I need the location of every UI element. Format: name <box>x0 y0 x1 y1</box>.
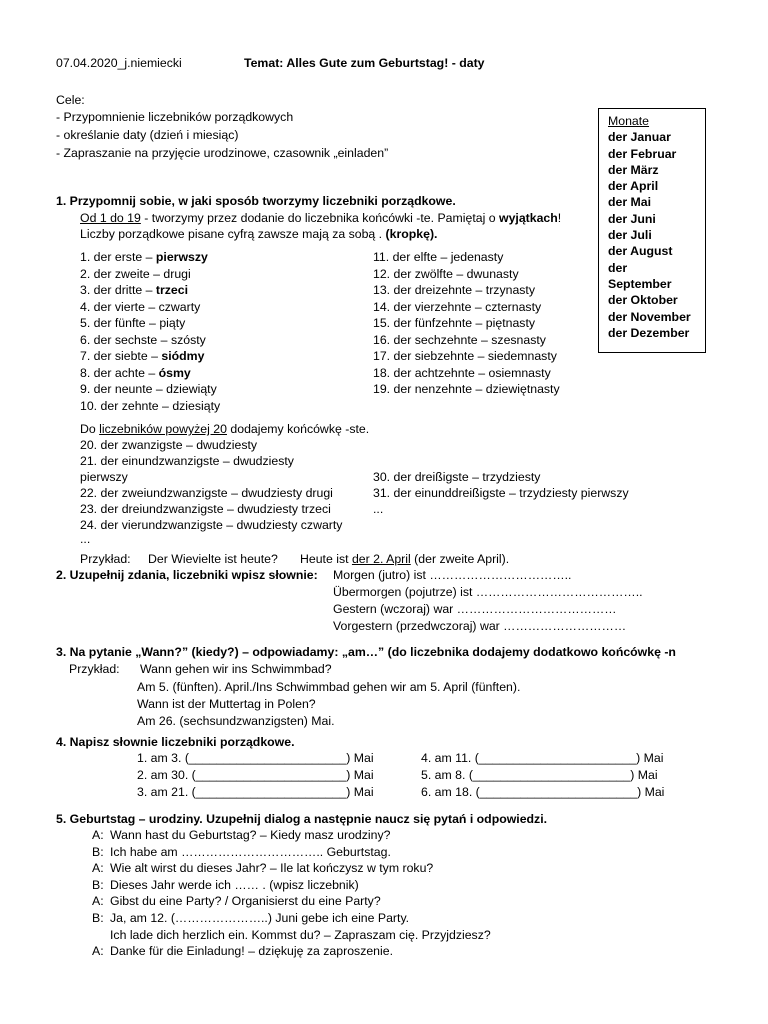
dash: – <box>145 316 160 330</box>
dialog-speaker: A: <box>92 861 104 876</box>
goals-title: Cele: <box>56 93 85 107</box>
ordinal-item <box>80 266 191 282</box>
ordinal-item: ... <box>80 532 91 546</box>
section5-title: 5. Geburtstag – urodziny. Uzupełnij dialog a następnie naucz się pytań i odpowiedzi. <box>56 812 548 826</box>
exercise-item: 5. am 8. (_______________________) Mai <box>421 768 658 782</box>
ordinal-german: 8. der achte <box>80 365 145 380</box>
dash: – <box>144 365 159 380</box>
dialog-speaker: B: <box>92 877 104 892</box>
ordinal-german: 7. der siebte <box>80 349 148 363</box>
fill-line: Übermorgen (pojutrze) ist ………………………………….. <box>333 585 643 599</box>
ordinal-item: 24. der vierundzwanzigste – dwudziesty czwarty <box>80 518 343 532</box>
ordinal-item <box>80 282 188 298</box>
ordinal-german: 4. der vierte <box>80 299 145 314</box>
month-item: der Januar <box>608 130 671 145</box>
ordinal-item: 22. der zweiundzwanzigste – dwudziesty drugi <box>80 486 333 500</box>
exercise-item: 1. am 3. (_______________________) Mai <box>137 751 374 765</box>
ordinal-item: 11. der elfte – jedenasty <box>373 250 504 264</box>
month-item: der Juli <box>608 228 652 243</box>
month-item: September <box>608 276 672 291</box>
ordinal-item <box>80 365 191 381</box>
month-item: der Oktober <box>608 293 678 308</box>
example-line: Wann ist der Muttertag in Polen? <box>137 697 316 711</box>
rule-text: - tworzymy przez dodanie do liczebnika końcówki -te. Pamiętaj o <box>140 211 499 225</box>
example-line: Wann gehen wir ins Schwimmbad? <box>140 662 332 676</box>
ordinal-item: 19. der nenzehnte – dziewiętnasty <box>373 382 560 396</box>
above20-underlined: liczebników powyżej 20 <box>99 422 227 436</box>
rule-range: Od 1 do 19 <box>80 211 141 225</box>
exercise-item: 6. am 18. (_______________________) Mai <box>421 785 665 799</box>
ordinal-item <box>80 299 200 315</box>
ordinal-german: 10. der zehnte <box>80 398 159 413</box>
example-answer-part: Heute ist <box>300 552 352 566</box>
section2-title: 2. Uzupełnij zdania, liczebniki wpisz słownie: <box>56 568 318 582</box>
dash: – <box>157 332 171 347</box>
dialog-line: Gibst du eine Party? / Organisierst du eine Party? <box>110 894 381 909</box>
ordinal-item <box>80 315 185 331</box>
ordinal-german: 2. der zweite <box>80 266 150 281</box>
month-item: der November <box>608 309 691 324</box>
section3-title <box>56 644 676 660</box>
dialog-line: Dieses Jahr werde ich …… . (wpisz liczebnik) <box>110 877 359 892</box>
month-item: der Mai <box>608 195 652 210</box>
ordinal-polish: pierwszy <box>155 250 208 264</box>
ordinal-item: 15. der fünfzehnte – piętnasty <box>373 316 536 330</box>
ordinal-item: 14. der vierzehnte – czternasty <box>373 299 542 314</box>
ordinal-polish: piąty <box>159 316 186 330</box>
dialog-line: Wie alt wirst du dieses Jahr? – Ile lat kończysz w tym roku? <box>110 861 434 876</box>
rule-bold: wyjątkach <box>499 211 558 225</box>
exercise-item: 4. am 11. (_______________________) Mai <box>421 751 664 765</box>
ordinal-item <box>80 381 217 397</box>
ordinal-polish: siódmy <box>161 349 205 363</box>
section1-rule2 <box>80 226 437 242</box>
section3-example-label: Przykład: <box>69 662 120 676</box>
goal-item: - Zapraszanie na przyjęcie urodzinowe, czasownik „einladen” <box>56 146 389 160</box>
months-title: Monate <box>608 114 650 128</box>
dialog-line: Ich habe am …………………………….. Geburtstag. <box>110 844 391 859</box>
example-answer-part: (der zweite April). <box>410 552 510 566</box>
ordinal-german: 3. der dritte <box>80 283 143 297</box>
ordinal-polish: dziewiąty <box>166 382 217 396</box>
example-answer <box>300 551 509 567</box>
goal-item: - określanie daty (dzień i miesiąc) <box>56 128 239 142</box>
month-item: der Februar <box>608 146 677 161</box>
dialog-speaker: B: <box>92 844 104 859</box>
month-item: der August <box>608 244 673 259</box>
ordinal-item <box>80 398 220 414</box>
dialog-speaker: A: <box>92 828 104 842</box>
ordinal-german: 9. der neunte <box>80 382 153 396</box>
ordinal-item: 23. der dreiundzwanzigste – dwudziesty trzeci <box>80 502 331 516</box>
dialog-speaker: A: <box>92 894 104 909</box>
ordinal-german: 6. der sechste <box>80 332 158 347</box>
dialog-speaker: A: <box>92 944 104 959</box>
ordinal-polish: czwarty <box>158 299 201 314</box>
dialog-line: Wann hast du Geburtstag? – Kiedy masz urodziny? <box>110 828 391 842</box>
dialog-speaker: B: <box>92 911 104 925</box>
month-item: der Dezember <box>608 325 690 340</box>
dash: – <box>142 250 156 264</box>
ordinal-german: 5. der fünfte <box>80 316 146 330</box>
above20-prefix: Do <box>80 422 100 436</box>
ordinal-item: 30. der dreißigste – trzydziesty <box>373 470 541 484</box>
month-item: der April <box>608 179 659 194</box>
section4-title: 4. Napisz słownie liczebniki porządkowe. <box>56 735 295 749</box>
ordinal-polish: drugi <box>163 266 191 281</box>
dash: – <box>147 349 162 363</box>
rule2-text: Liczby porządkowe pisane cyfrą zawsze mają za sobą . <box>80 227 386 241</box>
months-box <box>598 108 706 353</box>
example-answer-date: der 2. April <box>351 552 411 566</box>
exercise-item: 2. am 30. (______________________) Mai <box>137 768 374 782</box>
example-line: Am 5. (fünften). April./Ins Schwimmbad gehen wir am 5. April (fünften). <box>137 680 521 694</box>
month-item: der <box>608 260 628 275</box>
fill-line: Vorgestern (przedwczoraj) war ………………………… <box>333 619 627 633</box>
rule2-bold: (kropkę). <box>385 227 438 241</box>
goal-item: - Przypomnienie liczebników porządkowych <box>56 110 294 124</box>
ordinal-item <box>80 249 208 265</box>
fill-line: Morgen (jutro) ist …………………………….. <box>333 568 572 582</box>
header-topic: Temat: Alles Gute zum Geburtstag! - daty <box>244 56 485 70</box>
ordinal-item: 18. der achtzehnte – osiemnasty <box>373 365 551 380</box>
dialog-line: Danke für die Einladung! – dziękuję za zaproszenie. <box>110 944 394 959</box>
dash: – <box>152 382 167 396</box>
fill-line: Gestern (wczoraj) war ………………………………… <box>333 602 617 616</box>
ordinal-polish: szósty <box>170 332 206 347</box>
dash: – <box>144 299 159 314</box>
ordinal-item: ... <box>373 502 384 516</box>
header-date-author: 07.04.2020_j.niemiecki <box>56 56 182 70</box>
ordinal-polish: ósmy <box>158 365 191 380</box>
dash: – <box>149 266 164 281</box>
section1-rule <box>80 210 561 226</box>
section3-title-text: 3. Na pytanie „Wann?” (kiedy?) – odpowiadamy: „am…” (do liczebnika dodajemy dodatkowo końcówkę -n <box>56 645 676 659</box>
example-label: Przykład: <box>80 552 131 566</box>
example-line: Am 26. (sechsundzwanzigsten) Mai. <box>137 714 335 728</box>
ordinal-item: 21. der einundzwanzigste – dwudziesty <box>80 454 294 468</box>
dash: – <box>142 283 156 297</box>
above20-rule <box>80 421 369 437</box>
month-item: der Juni <box>608 211 656 226</box>
section1-title: 1. Przypomnij sobie, w jaki sposób tworzymy liczebniki porządkowe. <box>56 194 456 208</box>
above20-suffix: dodajemy końcówkę -ste. <box>226 422 370 436</box>
ordinal-item: 31. der einunddreißigste – trzydziesty pierwszy <box>373 486 629 500</box>
example-question: Der Wievielte ist heute? <box>148 552 278 566</box>
ordinal-item: 20. der zwanzigste – dwudziesty <box>80 438 258 452</box>
ordinal-item: 13. der dreizehnte – trzynasty <box>373 283 535 297</box>
ordinal-item <box>80 332 206 348</box>
ordinal-polish: trzeci <box>155 283 189 297</box>
dialog-line: Ja, am 12. (…………………..) Juni gebe ich eine Party. <box>110 911 410 925</box>
ordinal-item <box>80 348 204 364</box>
exercise-item: 3. am 21. (______________________) Mai <box>137 785 374 799</box>
ordinal-german: 1. der erste <box>80 250 143 264</box>
ordinal-item: 17. der siebzehnte – siedemnasty <box>373 349 557 363</box>
month-item: der März <box>608 162 659 177</box>
ordinal-polish: dziesiąty <box>172 398 221 413</box>
ordinal-item: 12. der zwölfte – dwunasty <box>373 266 519 281</box>
dash: – <box>158 398 173 413</box>
ordinal-item: 16. der sechzehnte – szesnasty <box>373 332 546 347</box>
dialog-line: Ich lade dich herzlich ein. Kommst du? – Zapraszam cię. Przyjdziesz? <box>110 927 491 942</box>
rule-end: ! <box>557 211 562 225</box>
ordinal-item: pierwszy <box>80 470 128 484</box>
